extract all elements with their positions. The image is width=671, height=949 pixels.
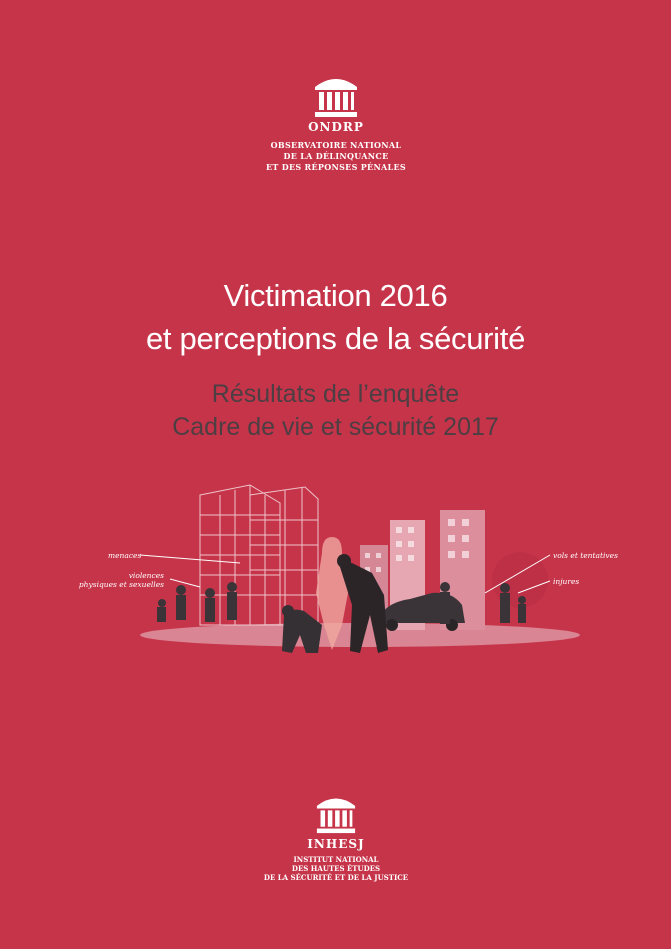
institution-columns-icon [311, 74, 361, 118]
report-subtitle [0, 378, 671, 444]
label-vols: vols et tentatives [553, 551, 618, 560]
inhesj-line-1: INSTITUT NATIONAL [293, 855, 379, 864]
report-title [0, 274, 671, 360]
inhesj-acronym: INHESJ [307, 837, 365, 851]
ondrp-line-3: ET DES RÉPONSES PÉNALES [266, 162, 406, 172]
ondrp-logo [236, 74, 436, 173]
ondrp-full-name [236, 140, 436, 173]
city-illustration [60, 475, 620, 685]
inhesj-logo [236, 794, 436, 882]
report-subtitle-line-2: Cadre de vie et sécurité 2017 [172, 413, 499, 441]
report-title-line-1: Victimation 2016 [223, 278, 448, 313]
report-title-line-2: et perceptions de la sécurité [145, 321, 526, 356]
label-violences-line-2: physiques et sexuelles [78, 580, 164, 589]
label-violences-line-1: violences [128, 571, 164, 580]
inhesj-line-3: DE LA SÉCURITÉ ET DE LA JUSTICE [263, 873, 409, 882]
inhesj-full-name [236, 855, 436, 882]
ondrp-acronym: ONDRP [308, 120, 364, 134]
institution-columns-icon [313, 794, 359, 834]
label-menaces: menaces [108, 551, 142, 560]
label-injures: injures [553, 577, 580, 586]
inhesj-line-2: DES HAUTES ÉTUDES [291, 864, 381, 873]
ondrp-line-2: DE LA DÉLINQUANCE [283, 151, 389, 161]
report-subtitle-line-1: Résultats de l’enquête [211, 380, 460, 408]
ondrp-line-1: OBSERVATOIRE NATIONAL [270, 140, 402, 150]
label-violences [64, 571, 164, 589]
